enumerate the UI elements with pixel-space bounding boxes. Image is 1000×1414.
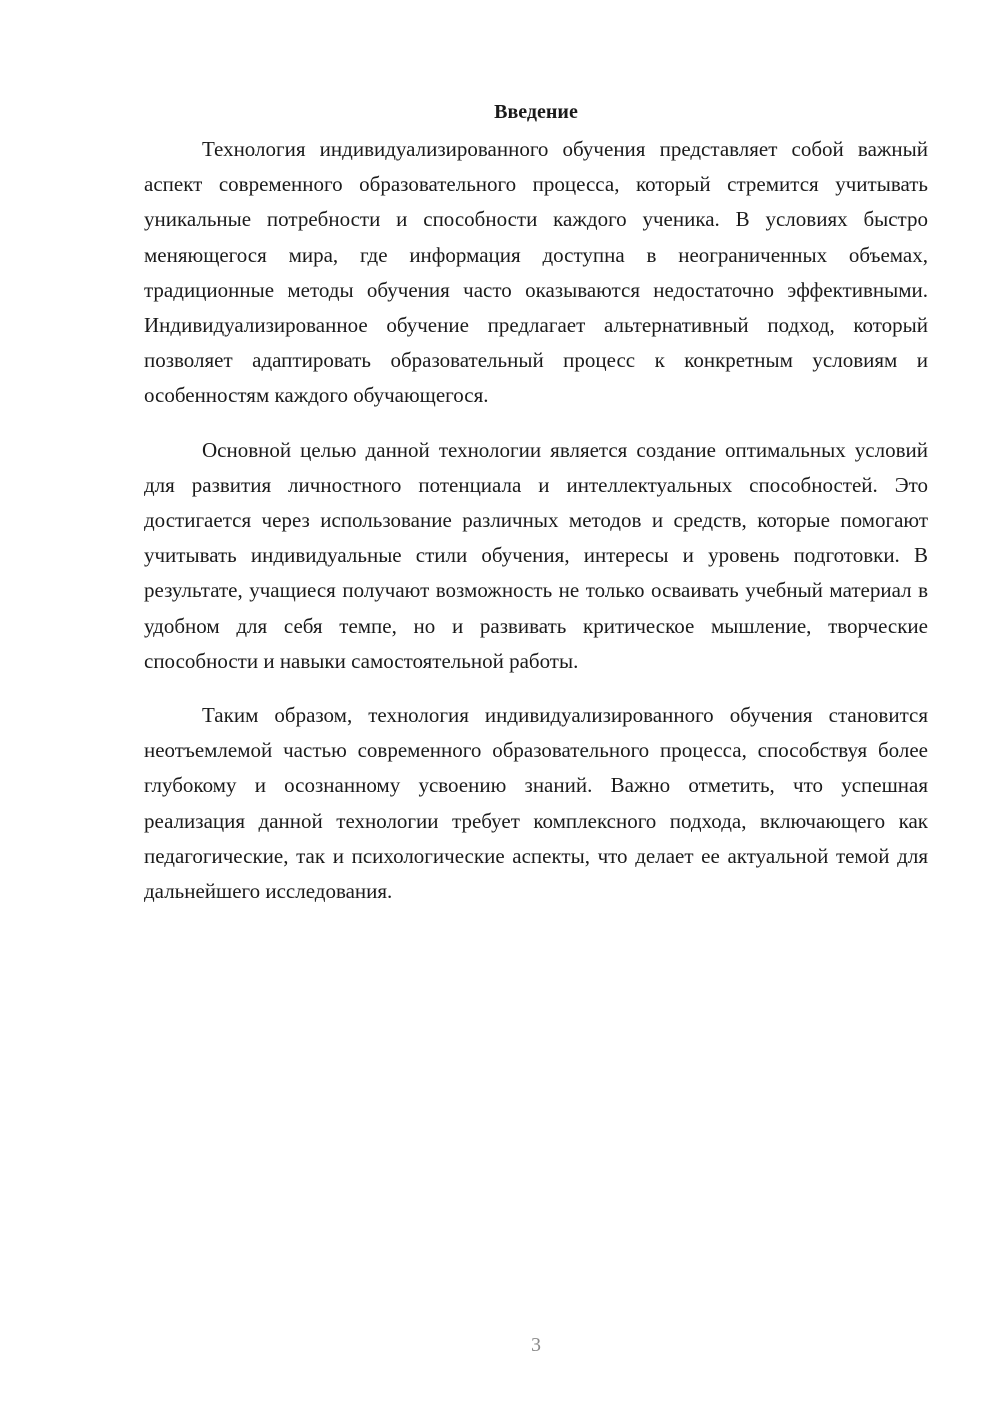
page-content <box>144 92 928 909</box>
section-title: Введение <box>494 101 578 123</box>
paragraph-2: Основной целью данной технологии является создание оптимальных условий для развития личностного потенциала и интеллектуальных способностей. Это достигается через использование различных методов и средств, которые помогают учитывать индивидуальные стили обучения, интересы и уровень подготовки. В результате, учащиеся получают возможность не только осваивать учебный материал в удобном для себя темпе, но и развивать критическое мышление, творческие способности и навыки самостоятельной работы. <box>144 437 928 673</box>
page-number: 3 <box>531 1334 541 1356</box>
paragraph-3: Таким образом, технология индивидуализированного обучения становится неотъемлемой частью современного образовательного процесса, способствуя более глубокому и осознанному усвоению знаний. Важно отметить, что успешная реализация данной технологии требует комплексного подхода, включающего как педагогические, так и психологические аспекты, что делает ее актуальной темой для дальнейшего исследования. <box>144 703 928 904</box>
paragraph-1: Технология индивидуализированного обучения представляет собой важный аспект современного образовательного процесса, который стремится учитывать уникальные потребности и способности каждого ученика. В условиях быстро меняющегося мира, где информация доступна в неограниченных объемах, традиционные методы обучения часто оказываются недостаточно эффективными. Индивидуализированное обучение предлагает альтернативный подход, который позволяет адаптировать образовательный процесс к конкретным условиям и особенностям каждого обучающегося. <box>144 137 928 408</box>
